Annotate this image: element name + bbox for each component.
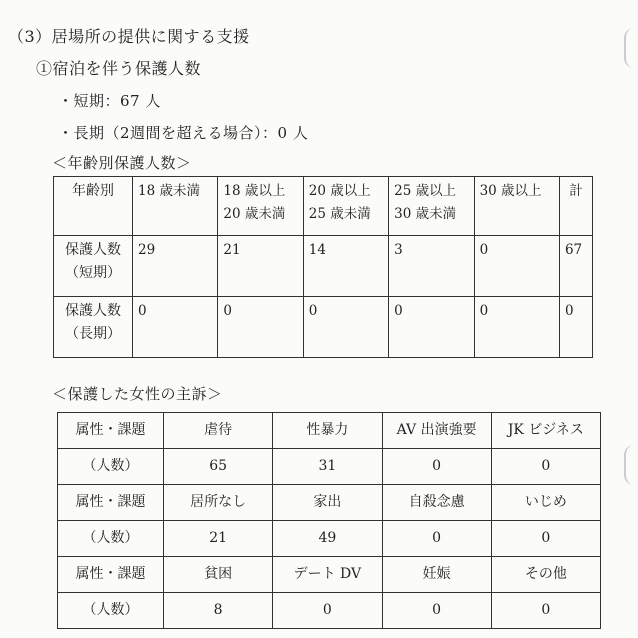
age-col-line2: 20 歳未満: [223, 206, 286, 222]
age-col-line1: 18 歳未満: [138, 183, 200, 199]
table-cell: 3: [389, 236, 474, 297]
table-cell: 0: [389, 297, 474, 358]
table-cell: 67: [559, 236, 592, 297]
table-cell: 0: [559, 297, 592, 358]
complaint-attr-row: [58, 413, 601, 449]
complaint-count: 21: [164, 521, 273, 557]
age-col-line2: 30 歳未満: [394, 206, 457, 222]
complaint-item: 自殺念慮: [382, 485, 491, 521]
age-col-header: [218, 177, 303, 236]
age-header-label: 年齢別: [54, 177, 133, 236]
complaint-item: AV 出演強要: [382, 413, 491, 449]
table-cell: 0: [474, 236, 559, 297]
complaint-count-row: [58, 521, 601, 557]
age-col-line1: 30 歳以上: [479, 183, 542, 199]
bullet-short-term: ・短期：67 人: [58, 92, 161, 110]
table-cell: 0: [218, 297, 303, 358]
complaint-count: 0: [491, 593, 600, 629]
count-label: （人数）: [58, 521, 164, 557]
complaint-item: 性暴力: [273, 413, 382, 449]
complaint-count-row: [58, 449, 601, 485]
binder-hole-mark: [624, 445, 636, 485]
complaint-item: 虐待: [164, 413, 273, 449]
age-col-header: [474, 177, 559, 236]
row-label: [54, 236, 133, 297]
age-col-line1: 25 歳以上: [394, 183, 457, 199]
complaint-attr-row: [58, 557, 601, 593]
row-label-line2: （短期）: [65, 265, 121, 281]
age-table-header-row: [54, 177, 593, 236]
complaint-item: 貧困: [164, 557, 273, 593]
complaint-count-row: [58, 593, 601, 629]
row-label-line1: 保護人数: [65, 303, 121, 319]
binder-hole-mark: [624, 28, 636, 68]
complaint-count: 0: [382, 521, 491, 557]
complaint-item: 妊娠: [382, 557, 491, 593]
age-col-header: [303, 177, 388, 236]
age-table-caption: ＜年齢別保護人数＞: [52, 154, 192, 172]
age-col-header: [133, 177, 218, 236]
attr-label: 属性・課題: [58, 485, 164, 521]
complaint-item: いじめ: [491, 485, 600, 521]
complaint-count: 0: [382, 449, 491, 485]
age-col-header: [389, 177, 474, 236]
complaint-count: 49: [273, 521, 382, 557]
complaint-count: 31: [273, 449, 382, 485]
complaint-item: デート DV: [273, 557, 382, 593]
count-label: （人数）: [58, 449, 164, 485]
attr-label: 属性・課題: [58, 557, 164, 593]
age-col-line1: 18 歳以上: [223, 183, 286, 199]
attr-label: 属性・課題: [58, 413, 164, 449]
table-cell: 0: [474, 297, 559, 358]
count-label: （人数）: [58, 593, 164, 629]
complaint-count: 65: [164, 449, 273, 485]
complaint-table: [57, 412, 601, 629]
table-cell: 29: [133, 236, 218, 297]
age-col-line1: 計: [569, 183, 583, 199]
age-col-line1: 20 歳以上: [308, 183, 371, 199]
complaint-count: 0: [382, 593, 491, 629]
complaint-item: その他: [491, 557, 600, 593]
table-cell: 14: [303, 236, 388, 297]
complaint-count: 0: [491, 521, 600, 557]
table-cell: 21: [218, 236, 303, 297]
complaint-count: 0: [491, 449, 600, 485]
row-label: [54, 297, 133, 358]
complaint-item: JK ビジネス: [491, 413, 600, 449]
bullet-long-term: ・長期（2週間を超える場合）：0 人: [58, 124, 309, 142]
section-heading: （3）居場所の提供に関する支援: [8, 27, 250, 46]
complaint-item: 居所なし: [164, 485, 273, 521]
age-table: [53, 176, 593, 358]
age-col-header: [559, 177, 592, 236]
complaint-count: 8: [164, 593, 273, 629]
age-col-line2: 25 歳未満: [308, 206, 371, 222]
table-cell: 0: [133, 297, 218, 358]
age-table-row-short: [54, 236, 593, 297]
complaint-table-caption: ＜保護した女性の主訴＞: [52, 385, 223, 403]
age-table-row-long: [54, 297, 593, 358]
row-label-line2: （長期）: [65, 326, 121, 342]
subsection-heading: ①宿泊を伴う保護人数: [36, 59, 202, 78]
row-label-line1: 保護人数: [65, 242, 121, 258]
complaint-item: 家出: [273, 485, 382, 521]
complaint-count: 0: [273, 593, 382, 629]
complaint-attr-row: [58, 485, 601, 521]
table-cell: 0: [303, 297, 388, 358]
